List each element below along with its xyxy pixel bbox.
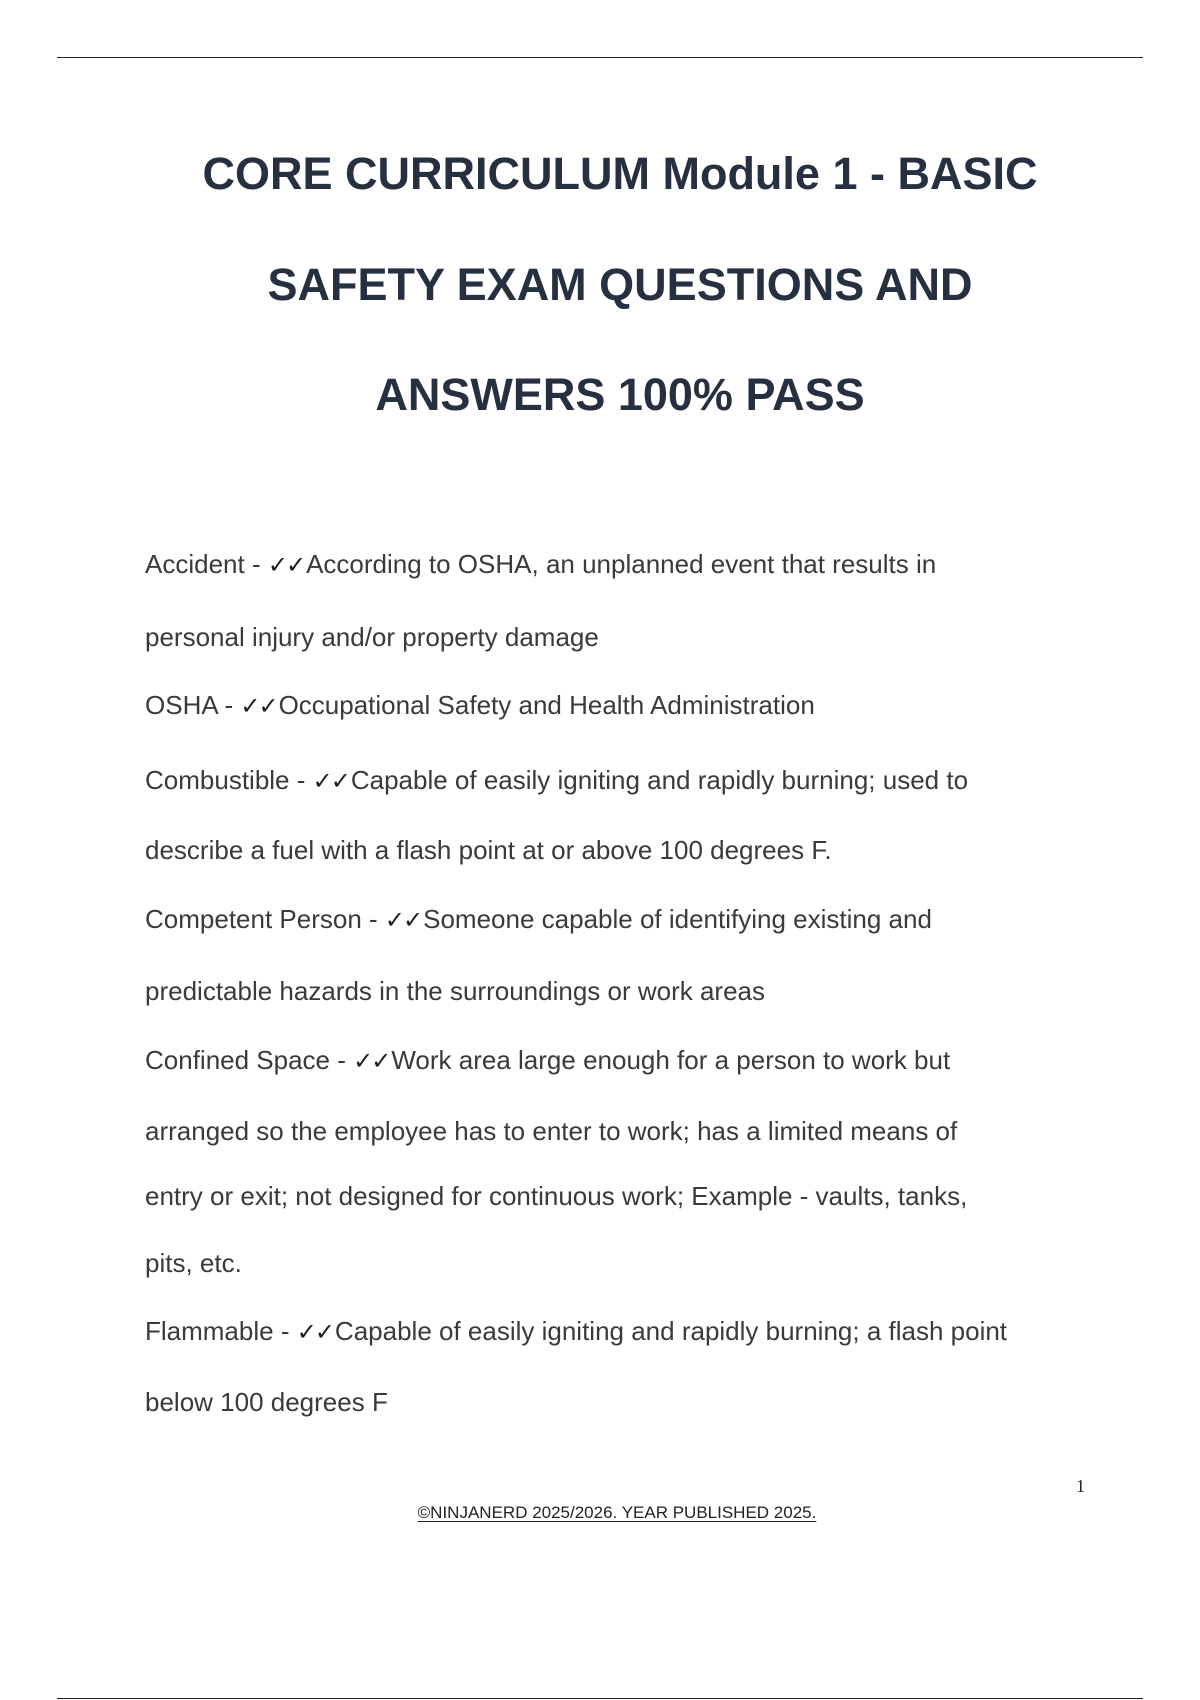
entry-term: Confined Space [145, 1045, 331, 1075]
title-line-3: ANSWERS 100% PASS [375, 369, 865, 420]
entry-term: Combustible [145, 765, 290, 795]
entry-confined-space-cont-3: pits, etc. [145, 1248, 242, 1278]
entry-definition: Someone capable of identifying existing and [423, 904, 932, 934]
entry-confined-space-cont-2: entry or exit; not designed for continuous work; Example - vaults, tanks, [145, 1181, 968, 1211]
title-line-1: CORE CURRICULUM Module 1 - BASIC [202, 148, 1038, 199]
entry-flammable-cont-1: below 100 degrees F [145, 1387, 388, 1417]
entry-confined-space [145, 1047, 950, 1073]
entry-confined-space-cont-1: arranged so the employee has to enter to work; has a limited means of [145, 1116, 958, 1146]
entry-competent-person-cont-1: predictable hazards in the surroundings or work areas [145, 976, 766, 1006]
entry-accident [145, 551, 936, 577]
page-number: 1 [1076, 1476, 1085, 1496]
entry-definition: Capable of easily igniting and rapidly burning; a flash point [334, 1316, 1008, 1346]
footer-text: ©NINJANERD 2025/2026. YEAR PUBLISHED 2025. [417, 1503, 817, 1522]
entry-osha [145, 692, 815, 718]
entry-separator: - [361, 904, 385, 934]
entry-term: Competent Person [145, 904, 362, 934]
bottom-rule [57, 1698, 1143, 1699]
entry-combustible [145, 767, 968, 793]
entry-separator: - [330, 1045, 354, 1075]
double-check-icon: ✓✓ [296, 1318, 333, 1346]
entry-separator: - [273, 1316, 297, 1346]
entry-separator: - [244, 549, 268, 579]
entry-definition: According to OSHA, an unplanned event that results in [306, 549, 937, 579]
entry-term: OSHA [145, 690, 218, 720]
entry-combustible-cont-1: describe a fuel with a flash point at or above 100 degrees F. [145, 835, 832, 865]
double-check-icon: ✓✓ [353, 1047, 390, 1075]
entry-flammable [145, 1318, 1007, 1344]
double-check-icon: ✓✓ [267, 551, 305, 579]
entry-separator: - [289, 765, 313, 795]
double-check-icon: ✓✓ [384, 906, 422, 934]
double-check-icon: ✓✓ [312, 767, 349, 795]
top-rule [57, 57, 1143, 58]
entry-term: Accident [145, 549, 245, 579]
entry-separator: - [217, 690, 241, 720]
footer-copyright [300, 1503, 934, 1523]
entry-competent-person [145, 906, 932, 932]
entry-accident-cont-1: personal injury and/or property damage [145, 622, 599, 652]
entry-definition: Occupational Safety and Health Administration [278, 690, 815, 720]
entry-term: Flammable [145, 1316, 274, 1346]
title-line-2: SAFETY EXAM QUESTIONS AND [267, 259, 973, 310]
entry-definition: Work area large enough for a person to work but [391, 1045, 951, 1075]
entry-definition: Capable of easily igniting and rapidly burning; used to [350, 765, 969, 795]
double-check-icon: ✓✓ [240, 692, 277, 720]
